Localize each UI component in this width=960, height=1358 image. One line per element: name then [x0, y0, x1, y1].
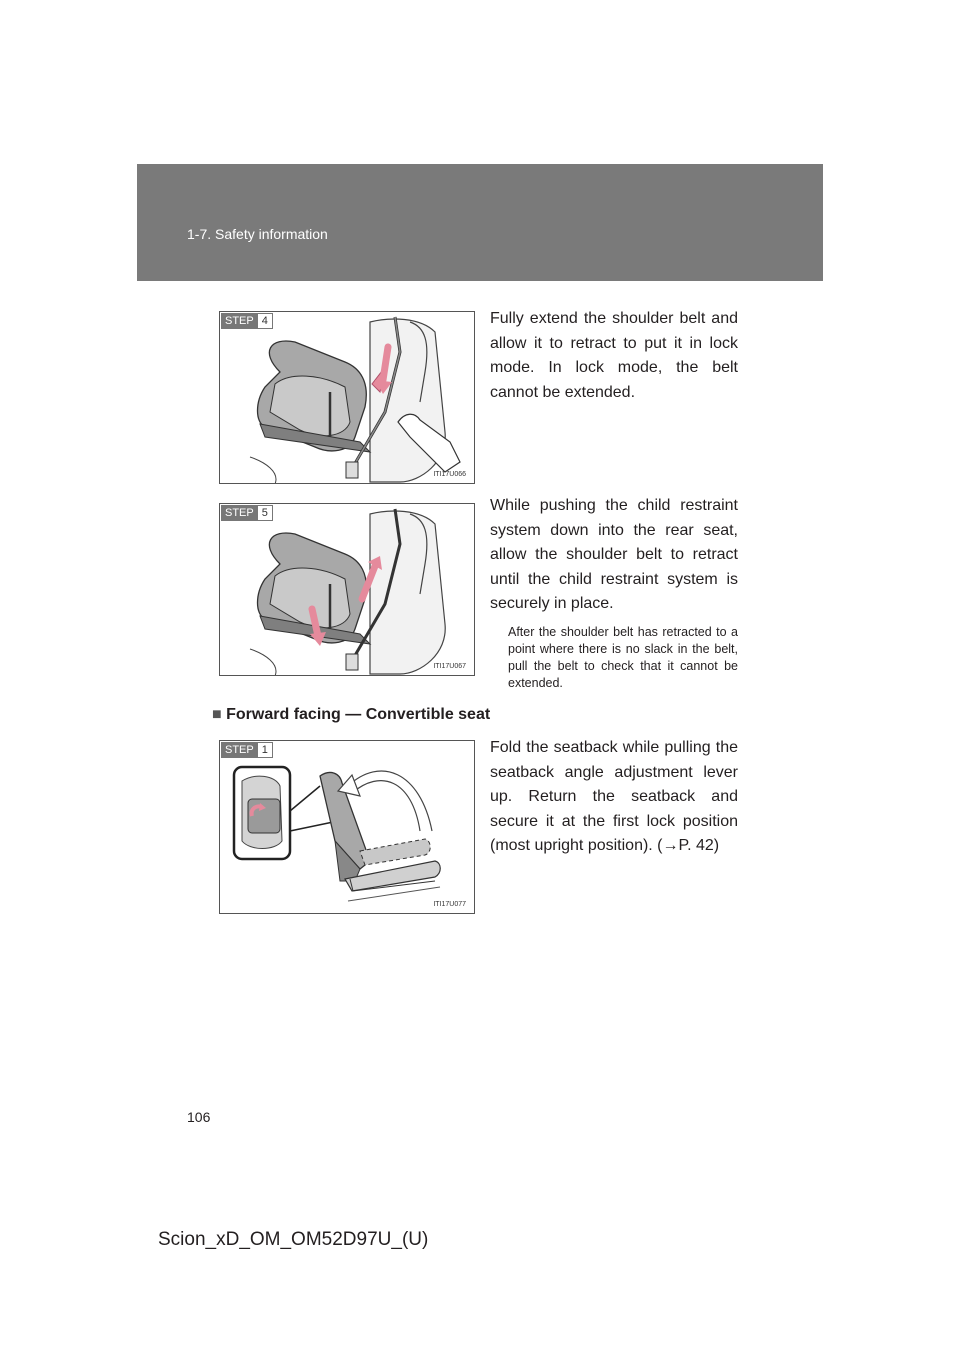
step-1-text: Fold the seatback while pulling the seatback angle adjustment lever up. Return the seatback and secure it at the first lock position (most upright position). (→P. 42) [490, 739, 738, 854]
figure-step-1 [219, 740, 475, 914]
step-5-note: After the shoulder belt has retracted to a point where there is no slack in the belt, pull the belt to check that it cannot be extended. [508, 625, 738, 690]
subheading [212, 706, 490, 724]
figure-step-5 [219, 503, 475, 676]
figure-code: ITI17U077 [433, 901, 466, 908]
figure-code: ITI17U066 [433, 471, 466, 478]
step-tag [221, 313, 273, 329]
document-code: Scion_xD_OM_OM52D97U_(U) [158, 1229, 429, 1250]
figure-step-4 [219, 311, 475, 484]
step-5-text: While pushing the child restraint system down into the rear seat, allow the shoulder belt to retract until the child restraint system is securely in place. [490, 497, 738, 612]
square-bullet-icon: ■ [212, 706, 222, 723]
infant-seat-push-down-illustration [220, 504, 475, 676]
step-word: STEP [221, 742, 258, 758]
page-number: 106 [187, 1109, 211, 1125]
header-band [137, 164, 823, 281]
section-title: 1-7. Safety information [187, 226, 328, 242]
step-word: STEP [221, 505, 258, 521]
step-word: STEP [221, 313, 258, 329]
step-number: 5 [258, 505, 273, 521]
step-tag [221, 742, 273, 758]
step-tag [221, 505, 273, 521]
seatback-fold-illustration [220, 741, 475, 914]
step-number: 4 [258, 313, 273, 329]
step-4-text: Fully extend the shoulder belt and allow it to retract to put it in lock mode. In lock mode, the belt cannot be extended. [490, 310, 738, 401]
infant-seat-belt-extend-illustration [220, 312, 475, 484]
figure-code: ITI17U067 [433, 663, 466, 670]
step-number: 1 [258, 742, 273, 758]
subheading-text: Forward facing — Convertible seat [226, 706, 491, 723]
